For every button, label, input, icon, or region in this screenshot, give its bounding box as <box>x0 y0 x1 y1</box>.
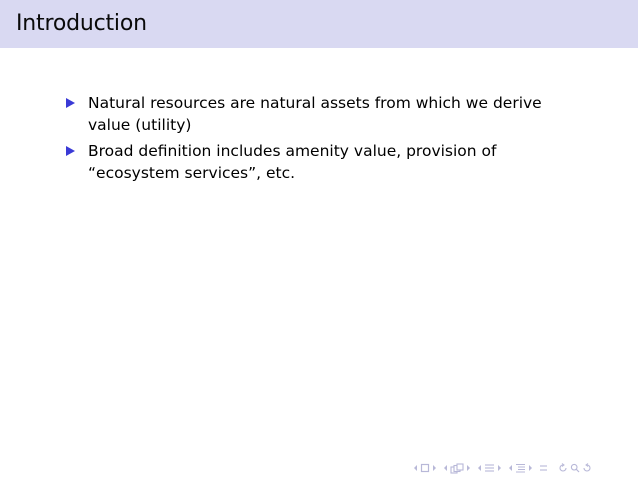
bullet-item <box>66 140 586 184</box>
nav-slide-group <box>508 462 533 474</box>
bullet-text: Broad definition includes amenity value, provision of “ecosystem services”, etc. <box>88 142 497 182</box>
nav-section-group <box>477 462 502 474</box>
nav-next-frame-button[interactable] <box>432 462 437 474</box>
bullet-triangle-icon <box>66 146 75 156</box>
nav-frame-icon[interactable] <box>420 462 430 474</box>
bullet-item <box>66 92 586 136</box>
nav-search-icon[interactable] <box>570 462 580 474</box>
nav-forward-icon[interactable] <box>582 462 592 474</box>
nav-subsection-group <box>443 462 471 474</box>
nav-back-icon[interactable] <box>558 462 568 474</box>
nav-prev-frame-button[interactable] <box>413 462 418 474</box>
nav-section-icon[interactable] <box>484 462 495 474</box>
slide-content <box>66 92 586 188</box>
beamer-navigation-bar <box>413 462 592 474</box>
bullet-triangle-icon <box>66 98 75 108</box>
nav-next-section-button[interactable] <box>497 462 502 474</box>
bullet-text: Natural resources are natural assets from which we derive value (utility) <box>88 94 542 134</box>
nav-frame-group <box>413 462 437 474</box>
nav-next-slide-button[interactable] <box>528 462 533 474</box>
nav-prev-section-button[interactable] <box>477 462 482 474</box>
nav-prev-subsection-button[interactable] <box>443 462 448 474</box>
nav-slide-icon[interactable] <box>515 462 526 474</box>
nav-subsection-icon[interactable] <box>450 462 464 474</box>
nav-search-group <box>558 462 592 474</box>
nav-align-group <box>539 462 548 474</box>
slide-title: Introduction <box>16 11 147 36</box>
nav-align-icon[interactable] <box>539 462 548 474</box>
nav-next-subsection-button[interactable] <box>466 462 471 474</box>
title-bar <box>0 0 638 48</box>
nav-prev-slide-button[interactable] <box>508 462 513 474</box>
